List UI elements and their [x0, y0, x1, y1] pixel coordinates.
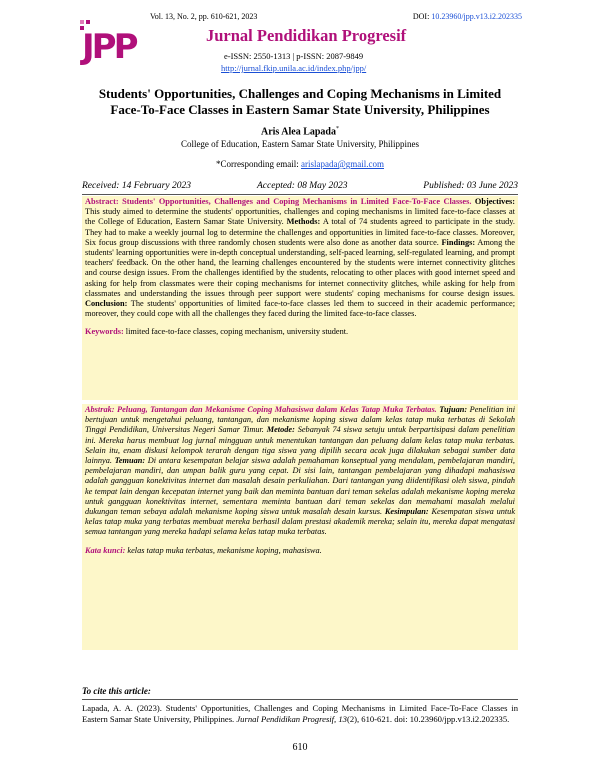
title-line-2: Face-To-Face Classes in Eastern Samar State University, Philippines — [110, 102, 490, 117]
keywords-en-label: Keywords: — [85, 327, 124, 337]
citation — [82, 703, 518, 725]
keywords-id — [82, 539, 518, 557]
corresponding-label: *Corresponding email: — [215, 159, 299, 169]
divider — [82, 194, 518, 195]
objectives-label: Objectives: — [474, 197, 515, 206]
corresponding — [0, 159, 600, 169]
methods-label: Methods: — [286, 217, 321, 227]
findings-text: Among the students' learning opportunities were in-depth conceptual understanding, self-paced learning, self-regulated learning, and prompt teachers' feedback. On the other hand, the learning challenges encountered by the students were internet connectivity glitches and course design issues. From the challenges identified by the students, relocating to other places with good internet speed and asking for help from classmates were their coping mechanisms for internet connectivity glitches, while asking for help from classmates and understanding the issues through peer support were students' coping mechanisms for course design issues. — [85, 237, 515, 298]
journal-name: Jurnal Pendidikan Progresif — [206, 26, 407, 45]
keywords-en-text: limited face-to-face classes, coping mechanism, university student. — [125, 327, 349, 337]
citation-text: Lapada, A. A. (2023). Students' Opportunities, Challenges and Coping Mechanisms in Limited Face-To-Face Classes in Eastern Samar State University, Philippines. — [82, 703, 518, 724]
doi-link[interactable]: 10.23960/jpp.v13.i2.202335 — [431, 12, 522, 21]
objectives-text: This study aimed to determine the students' opportunities, challenges and coping mechanisms in limited face-to-face classes at the College of Education, Eastern Samar State University. — [85, 207, 515, 227]
citation-heading: To cite this article: — [82, 686, 151, 696]
journal-url[interactable]: http://jurnal.fkip.unila.ac.id/index.php/jpp/ — [221, 63, 367, 73]
corresponding-email[interactable]: arislapada@gmail.com — [300, 159, 384, 169]
tujuan-label: Tujuan: — [439, 405, 468, 414]
tujuan-text: Penelitian ini bertujuan untuk mengetahui peluang, tantangan, dan mekanisme koping siswa dalam kelas tatap muka terbatas di Sekolah Tinggi Pendidikan, Universitas Negeri Samar Timur. — [85, 405, 515, 435]
author — [0, 126, 600, 137]
keywords-id-label: Kata kunci: — [85, 545, 126, 555]
doi-label: DOI: — [412, 12, 430, 21]
abstract-id-label: Abstrak: Peluang, Tantangan dan Mekanisme Coping Mahasiswa dalam Kelas Tatap Muka Terbatas. — [85, 405, 437, 414]
abstract-en-body — [82, 196, 518, 320]
issn: e-ISSN: 2550-1313 | p-ISSN: 2087-9849 — [224, 51, 364, 61]
findings-label: Findings: — [441, 237, 476, 247]
conclusion-text: The students' opportunities of limited face-to-face classes led them to succeed in their academic performance; moreover, they could cope with all the challenges they faced during the limited face-to-face classes. — [85, 299, 515, 319]
volume-info: Vol. 13, No. 2, pp. 610-621, 2023 — [150, 12, 258, 21]
journal-logo — [78, 16, 138, 66]
abstract-en-label: Abstract: Students' Opportunities, Challenges and Coping Mechanisms in Limited Face-To-Face Classes. — [85, 197, 472, 206]
affiliation: College of Education, Eastern Samar State University, Philippines — [180, 139, 420, 149]
keywords-id-text: kelas tatap muka terbatas, mekanisme koping, mahasiswa. — [127, 545, 322, 555]
author-mark: * — [336, 126, 339, 132]
citation-journal: Jurnal Pendidikan Progresif, 13 — [236, 713, 347, 724]
doi-line — [413, 12, 522, 21]
page-number: 610 — [292, 742, 308, 753]
logo-text: JPP — [82, 27, 136, 66]
citation-divider — [82, 699, 518, 700]
article-title — [60, 86, 540, 118]
metode-label: Metode: — [266, 425, 295, 435]
author-name: Aris Alea Lapada — [260, 126, 336, 138]
published-date: Published: 03 June 2023 — [423, 181, 518, 191]
conclusion-label: Conclusion: — [85, 299, 128, 309]
methods-text: A total of 74 students agreed to participate in the study. They had to make a weekly journal log to determine the challenges and opportunities in limited face-to-face classes. Moreover, Six focus group discussions with three randomly chosen students were also done as another data source. — [85, 217, 515, 247]
temuan-text: Di antara kesempatan belajar siswa adalah pemahaman konseptual yang mendalam, pembelajaran mandiri, pembelajaran mandiri, dan umpan balik guru yang cepat. Di sisi lain, tantangan pembelajaran yang dihadapi mahasiswa adalah gangguan konektivitas internet dan masalah desain perkuliahan. Dari tantangan yang diidentifikasi oleh siswa, pindah ke tempat lain dengan kecepatan internet yang baik dan meminta bantuan dari teman sekelas adalah mekanisme koping mereka untuk gangguan konektivitas internet, sementara meminta bantuan dari teman sekelas dan memahami masalah melalui dukungan teman sebaya adalah mekanisme koping siswa untuk masalah desain kursus. — [85, 456, 515, 517]
abstract-english — [82, 196, 518, 400]
kesimpulan-label: Kesimpulan: — [384, 507, 429, 517]
keywords-en — [82, 320, 518, 338]
citation-tail: (2), 610-621. doi: 10.23960/jpp.v13.i2.202335. — [346, 713, 510, 724]
received-date: Received: 14 February 2023 — [82, 181, 191, 191]
abstract-id-body — [82, 404, 518, 539]
temuan-label: Temuan: — [114, 456, 146, 466]
title-line-1: Students' Opportunities, Challenges and Coping Mechanisms in Limited — [98, 86, 502, 101]
accepted-date: Accepted: 08 May 2023 — [257, 181, 348, 191]
kesimpulan-text: Kesempatan siswa untuk kelas tatap muka yang terbatas membuat mereka berhasil dalam prestasi akademik mereka; selain itu, mereka dapat mengatasi semua tantangan yang mereka hadapi selama kelas tatap muka terbatas. — [85, 507, 516, 537]
metode-text: Sebanyak 74 siswa setuju untuk berpartisipasi dalam penelitian ini. Mereka harus membuat log jurnal mingguan untuk menentukan tantangan dan peluang dalam kelas tatap muka terbatas. Selain itu, enam diskusi kelompok terarah dengan tiga siswa yang dipilih secara acak juga dilakukan sebagai sumber data lainnya. — [85, 425, 516, 466]
abstract-indonesian — [82, 404, 518, 650]
